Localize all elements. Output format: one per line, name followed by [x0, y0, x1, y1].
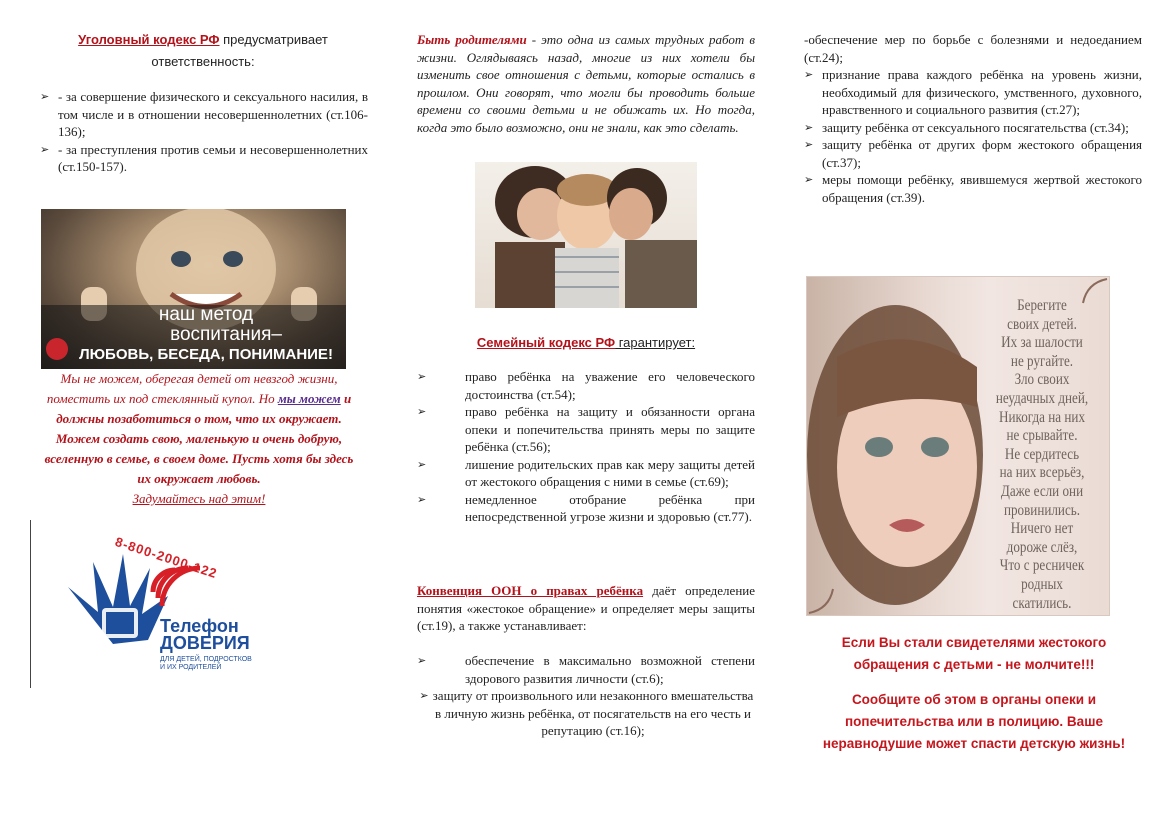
criminal-code-subtitle: предусматривает ответственность:	[151, 32, 328, 69]
column-right	[804, 0, 1142, 826]
arrow-bullet-icon: ➢	[40, 90, 50, 103]
think-about-it: Задумайтесь над этим!	[132, 491, 266, 506]
helpline-logo	[58, 532, 258, 682]
list-item: ➢ обеспечение в максимально возможной степени здорового развития личности (ст.6);	[417, 653, 755, 686]
criminal-code-title: Уголовный кодекс РФ	[78, 32, 220, 47]
helpline-title: Телефон ДОВЕРИЯ	[160, 616, 250, 653]
family-code-heading: Семейный кодекс РФ гарантирует:	[476, 335, 696, 350]
column-divider	[30, 520, 31, 688]
arrow-bullet-icon: ➢	[419, 689, 429, 702]
list-item: ➢ защиту ребёнка от других форм жестокого обращения (ст.37);	[804, 137, 1142, 170]
list-item: ➢ защиту ребёнка от сексуального посягательства (ст.34);	[804, 119, 1129, 135]
convention-list	[417, 652, 755, 740]
criminal-code-heading	[58, 29, 348, 73]
list-item: ➢ право ребёнка на защиту и обязанности органа опеки и попечительства принять меры по защите ребёнка (ст.56);	[417, 404, 755, 454]
parenting-quote: Мы не можем, оберегая детей от невзгод жизни, поместить их под стеклянный купол. Но мы можем и должны позаботиться о том, что их окружает. Можем создать свою, маленькую и очень добрую, вселенную в семье, в своем доме. Пусть хотя бы здесь их окружает любовь. Задумайтесь над этим!	[38, 369, 360, 509]
list-item: ➢ меры помощи ребёнку, явившемуся жертвой жестокого обращения (ст.39).	[804, 172, 1142, 205]
column-middle	[417, 0, 755, 826]
appeal-speak-up: Если Вы стали свидетелями жестокого обращения с детьми - не молчите!!!	[841, 635, 1107, 672]
list-item: ➢ немедленное отобрание ребёнка при непосредственной угрозе жизни и здоровью (ст.77).	[417, 491, 755, 524]
list-item: ➢ - за совершение физического и сексуального насилия, в том числе и в отношении несовершеннолетних (ст.106-136);	[40, 89, 368, 139]
list-item: ➢ признание права каждого ребёнка на уровень жизни, необходимый для физического, умственного, духовного, нравственного и социального развития (ст.27);	[804, 67, 1142, 117]
upbringing-banner-image	[41, 209, 346, 369]
helpline-phone: 8-800-2000-122	[113, 534, 220, 582]
arrow-bullet-icon: ➢	[40, 142, 50, 156]
arrow-bullet-icon: ➢	[417, 492, 427, 506]
diseases-line: -обеспечение мер по борьбе с болезнями и недоеданием (ст.24);	[804, 32, 1142, 65]
criminal-code-list	[40, 88, 368, 176]
column-left	[38, 0, 368, 826]
arrow-bullet-icon: ➢	[804, 120, 814, 134]
helpline-subtitle: ДЛЯ ДЕТЕЙ, ПОДРОСТКОВ И ИХ РОДИТЕЛЕЙ	[160, 656, 252, 671]
banner-text: наш метод воспитания– ЛЮБОВЬ, БЕСЕДА, ПОНИМАНИЕ!	[79, 304, 333, 363]
arrow-bullet-icon: ➢	[804, 68, 814, 81]
appeal-report: Сообщите об этом в органы опеки и попечительства или в полицию. Ваше неравнодушие может спасти детскую жизнь!	[822, 692, 1126, 751]
list-item: ➢ право ребёнка на уважение его человеческого достоинства (ст.54);	[417, 369, 755, 402]
list-item: ➢ защиту от произвольного или незаконного вмешательства в личную жизнь ребёнка, от посягательств на его честь и репутацию (ст.16);	[417, 687, 755, 740]
family-photo	[475, 162, 697, 308]
arrow-bullet-icon: ➢	[804, 138, 814, 151]
parenting-intro: Быть родителями - это одна из самых трудных работ в жизни. Оглядываясь назад, многие из них хотели бы изменить свое отношения с детьми, которые остались в прошлом. Они говорят, что могли бы проводить больше времени со своими детьми и не обижать их. Но тогда, когда это было возможно, они не знали, как это сделать.	[417, 32, 755, 135]
family-illustration	[475, 162, 697, 308]
convention-paragraph: Конвенция ООН о правах ребёнка даёт определение понятия «жестокое обращение» и определяет меры защиты (ст.19), а также устанавливает:	[417, 583, 756, 633]
parenting-intro-title: Быть родителями	[417, 32, 527, 47]
poem-card	[806, 276, 1110, 616]
convention-continued	[804, 31, 1142, 206]
we-can-link[interactable]: мы можем	[277, 391, 341, 406]
convention-title: Конвенция ООН о правах ребёнка	[417, 583, 644, 598]
arrow-bullet-icon: ➢	[417, 370, 427, 383]
list-item: ➢ лишение родительских прав как меру защиты детей от жестокого обращения с ними в семье (ст.69);	[417, 456, 755, 489]
family-code-title: Семейный кодекс РФ	[476, 335, 616, 350]
poem-text: Берегите своих детей. Их за шалости не ругайте. Зло своих неудачных дней, Никогда на них не срывайте. Не сердитесь на них всерьёз, Даже если они провинились. Ничего нет дороже слёз, Что с ресничек родных скатились.	[995, 297, 1089, 612]
family-code-list	[417, 368, 755, 526]
arrow-bullet-icon: ➢	[417, 457, 427, 471]
arrow-bullet-icon: ➢	[417, 405, 427, 418]
list-item: ➢ - за преступления против семьи и несовершеннолетних (ст.150-157).	[40, 141, 368, 174]
arrow-bullet-icon: ➢	[804, 173, 814, 186]
arrow-bullet-icon: ➢	[417, 654, 427, 667]
